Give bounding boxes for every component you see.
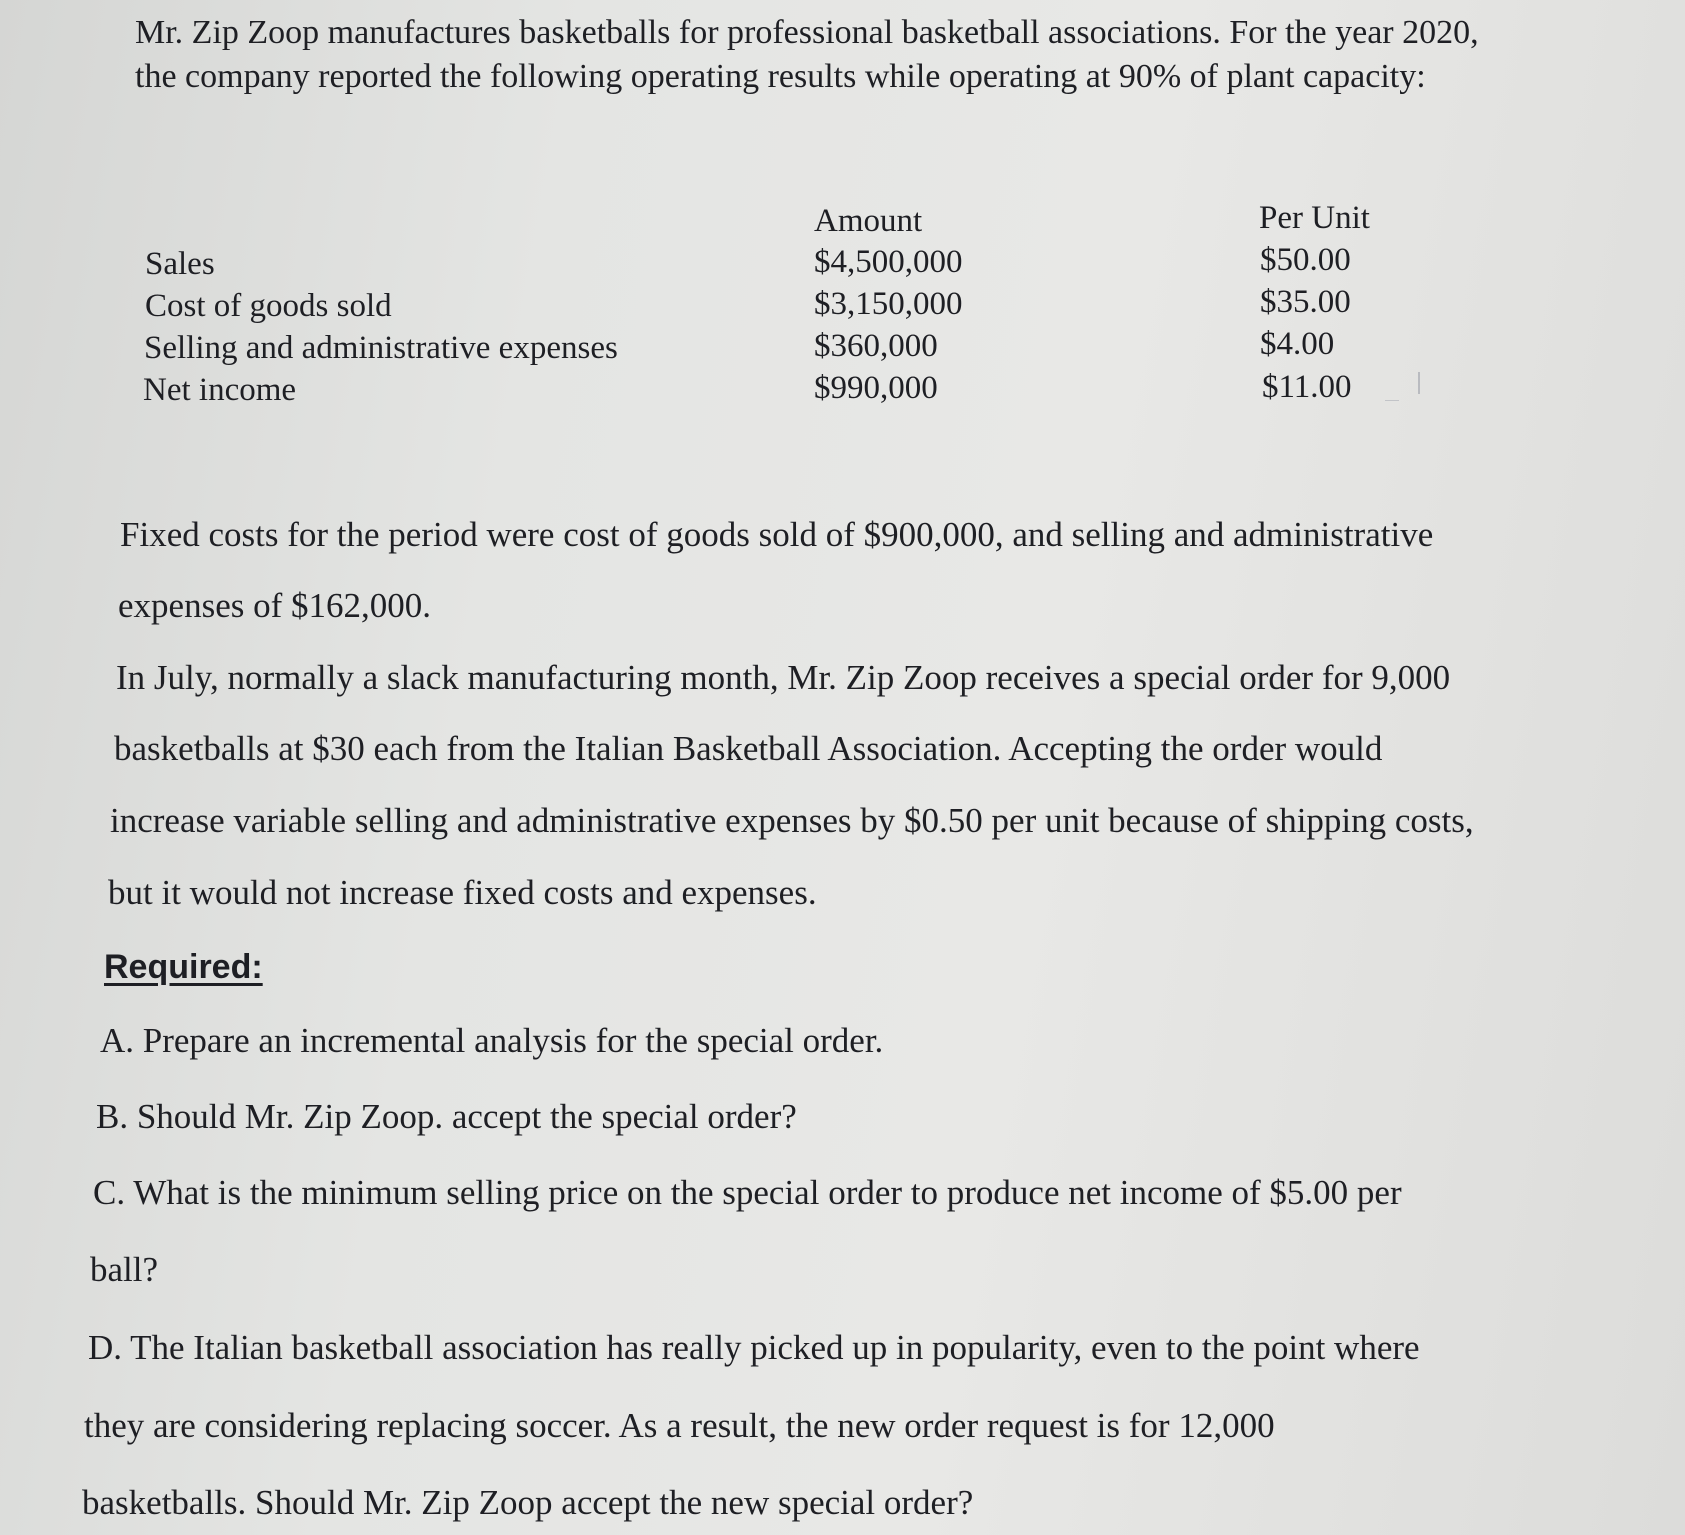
row-amount-sales: $4,500,000	[814, 244, 963, 280]
question-c-line-2: ball?	[90, 1250, 159, 1289]
stray-pen-mark	[1418, 372, 1420, 394]
question-d-line-3: basketballs. Should Mr. Zip Zoop accept the new special order?	[82, 1483, 974, 1522]
row-label-cogs: Cost of goods sold	[145, 288, 392, 324]
question-c-line-1: C. What is the minimum selling price on the special order to produce net income of $5.00 per	[93, 1173, 1402, 1212]
question-d-line-1: D. The Italian basketball association has really picked up in popularity, even to the point where	[88, 1328, 1420, 1367]
row-label-selling-admin: Selling and administrative expenses	[144, 330, 618, 366]
row-amount-selling-admin: $360,000	[814, 328, 938, 364]
header-per-unit: Per Unit	[1259, 200, 1370, 236]
row-label-net-income: Net income	[143, 372, 297, 408]
special-order-line-1: In July, normally a slack manufacturing month, Mr. Zip Zoop receives a special order for 9,000	[116, 658, 1451, 697]
special-order-line-2: basketballs at $30 each from the Italian Basketball Association. Accepting the order would	[114, 729, 1383, 768]
special-order-line-4: but it would not increase fixed costs and expenses.	[108, 873, 817, 912]
row-unit-selling-admin: $4.00	[1260, 326, 1335, 362]
special-order-line-3: increase variable selling and administrative expenses by $0.50 per unit because of shipping costs,	[110, 801, 1474, 840]
row-unit-cogs: $35.00	[1260, 284, 1351, 320]
stray-dash-mark	[1385, 400, 1399, 401]
intro-line-2: the company reported the following operating results while operating at 90% of plant capacity:	[135, 58, 1426, 95]
question-b: B. Should Mr. Zip Zoop. accept the special order?	[96, 1097, 797, 1136]
row-unit-net-income: $11.00	[1262, 369, 1352, 405]
header-amount: Amount	[814, 203, 923, 239]
row-amount-cogs: $3,150,000	[814, 286, 963, 322]
fixed-costs-line-1: Fixed costs for the period were cost of goods sold of $900,000, and selling and administrative	[120, 515, 1434, 554]
row-amount-net-income: $990,000	[814, 370, 938, 406]
row-unit-sales: $50.00	[1260, 242, 1351, 278]
row-label-sales: Sales	[145, 246, 215, 282]
question-a: A. Prepare an incremental analysis for the special order.	[100, 1021, 884, 1060]
fixed-costs-line-2: expenses of $162,000.	[118, 586, 432, 625]
question-d-line-2: they are considering replacing soccer. As a result, the new order request is for 12,000	[84, 1406, 1275, 1445]
intro-line-1: Mr. Zip Zoop manufactures basketballs for professional basketball associations. For the year 2020,	[135, 14, 1479, 51]
required-heading: Required:	[104, 948, 263, 986]
